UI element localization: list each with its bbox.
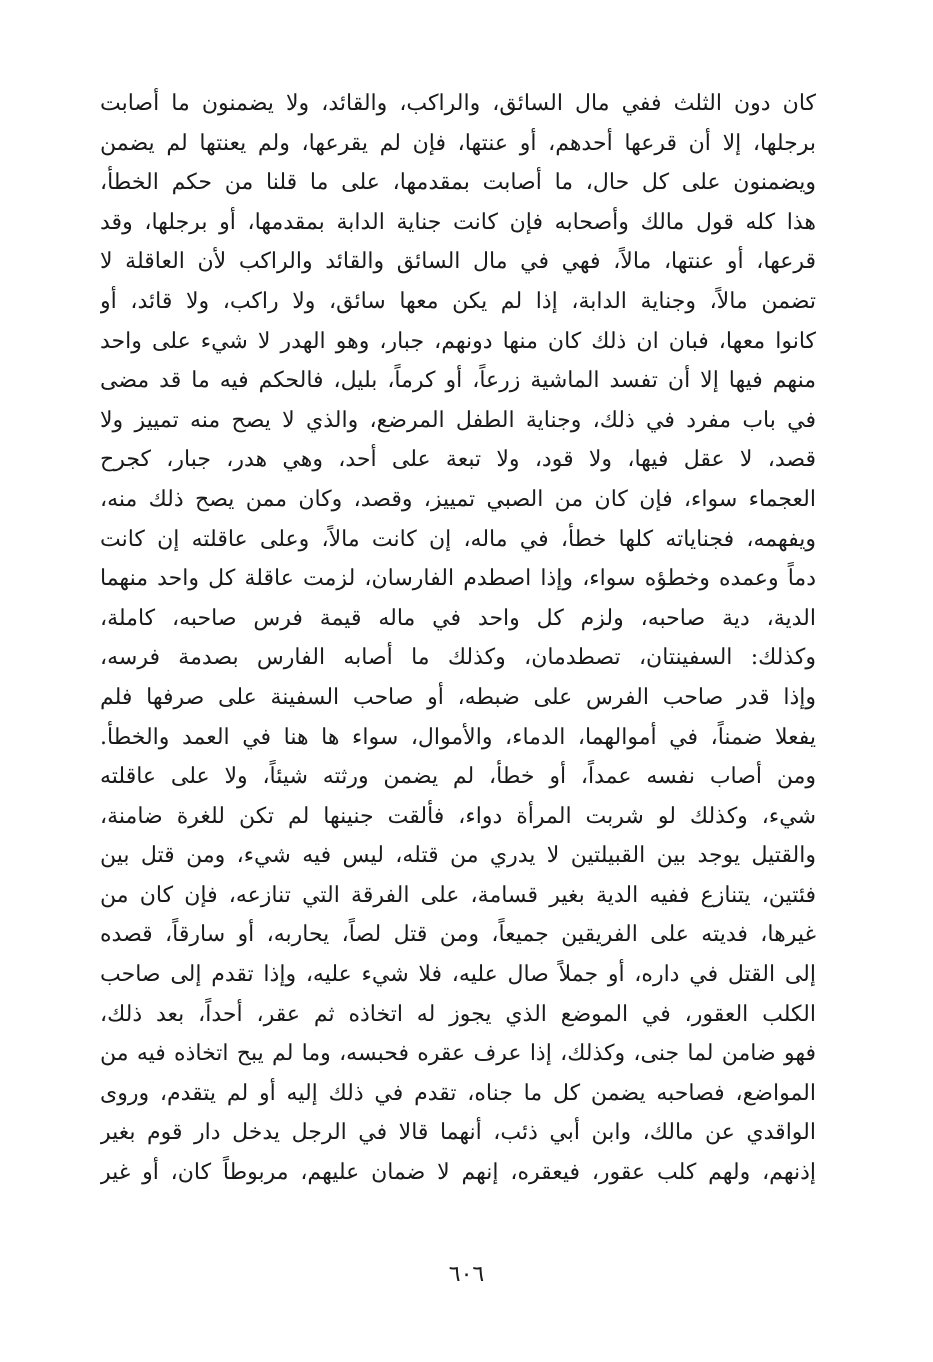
text-line: قصد، لا عقل فيها، ولا قود، ولا تبعة على أحد، وهي هدر، جبار، كجرح (100, 447, 816, 473)
text-line: هذا كله قول مالك وأصحابه فإن كانت جناية الدابة بمقدمها، أو برجلها، وقد (100, 209, 816, 235)
text-line: برجلها، إلا أن قرعها أحدهم، أو عنتها، فإن لم يقرعها، ولم يعنتها لم يضمن (100, 130, 816, 156)
text-line: إذنهم، ولهم كلب عقور، فيعقره، إنهم لا ضمان عليهم، مربوطاً كان، أو غير (100, 1160, 816, 1186)
text-line: الكلب العقور، في الموضع الذي يجوز له اتخاذه ثم عقر، أحداً، بعد ذلك، (100, 1001, 816, 1027)
page-number: ٦٠٦ (448, 1262, 485, 1287)
text-line: العجماء سواء، فإن كان من الصبي تمييز، وقصد، وكان ممن يصح ذلك منه، (100, 486, 816, 512)
text-line: ويفهمه، فجناياته كلها خطأ، في ماله، إن كانت مالاً، وعلى عاقلته إن كانت (100, 526, 816, 552)
text-line: الدية، دية صاحبه، ولزم كل واحد في ماله قيمة فرس صاحبه، كاملة، (100, 605, 816, 631)
text-line: فئتين، يتنازع ففيه الدية بغير قسامة، على الفرقة التي تنازعه، فإن كان من (100, 882, 816, 908)
text-line: قرعها، أو عنتها، مالاً، فهي في مال السائق والقائد والراكب لأن العاقلة لا (100, 249, 816, 275)
text-line: فهو ضامن لما جنى، وكذلك، إذا عرف عقره فحبسه، وما لم يبح اتخاذه فيه من (100, 1041, 816, 1067)
text-line: شيء، وكذلك لو شربت المرأة دواء، فألقت جنينها لم تكن للغرة ضامنة، (100, 803, 816, 829)
text-line: ومن أصاب نفسه عمداً، أو خطأ، لم يضمن ورثته شيئاً، ولا على عاقلته (100, 764, 816, 790)
text-line: الواقدي عن مالك، وابن أبي ذئب، أنهما قالا في الرجل يدخل دار قوم بغير (100, 1120, 816, 1146)
text-line: تضمن مالاً، وجناية الدابة، إذا لم يكن معها سائق، ولا راكب، ولا قائد، أو (100, 288, 816, 314)
text-line: منهم فيها إلا أن تفسد الماشية زرعاً، أو كرماً، بليل، فالحكم فيه ما قد مضى (100, 368, 816, 394)
text-line: وكذلك: السفينتان، تصطدمان، وكذلك ما أصابه الفارس بصدمة فرسه، (100, 645, 816, 671)
text-line: يفعلا ضمناً، في أموالهما، الدماء، والأموال، سواء ها هنا في العمد والخطأ. (100, 724, 816, 750)
text-line: دماً وعمده وخطؤه سواء، وإذا اصطدم الفارسان، لزمت عاقلة كل واحد منهما (100, 566, 816, 592)
text-line: المواضع، فصاحبه يضمن كل ما جناه، تقدم في ذلك إليه أو لم يتقدم، وروى (100, 1080, 816, 1106)
text-line: كانوا معها، فبان ان ذلك كان منها دونهم، جبار، وهو الهدر لا شيء على واحد (100, 328, 816, 354)
text-line: وإذا قدر صاحب الفرس على ضبطه، أو صاحب السفينة على صرفها فلم (100, 684, 816, 710)
text-line: كان دون الثلث ففي مال السائق، والراكب، والقائد، ولا يضمنون ما أصابت (100, 91, 816, 116)
text-line: إلى القتل في داره، أو جملاً صال عليه، فلا شيء عليه، وإذا تقدم إلى صاحب (100, 962, 816, 988)
text-line: في باب مفرد في ذلك، وجناية الطفل المرضع، والذي لا يصح منه تمييز ولا (100, 407, 816, 433)
text-line: والقتيل يوجد بين القبيلتين لا يدري من قتله، ليس فيه شيء، ومن قتل بين (100, 843, 816, 869)
text-line: ويضمنون على كل حال، ما أصابت بمقدمها، على ما قلنا من حكم الخطأ، (100, 170, 816, 196)
text-line: غيرها، فديته على الفريقين جميعاً، ومن قتل لصاً، يحاربه، أو سارقاً، قصده (100, 922, 816, 948)
page-body-text (100, 84, 816, 1193)
